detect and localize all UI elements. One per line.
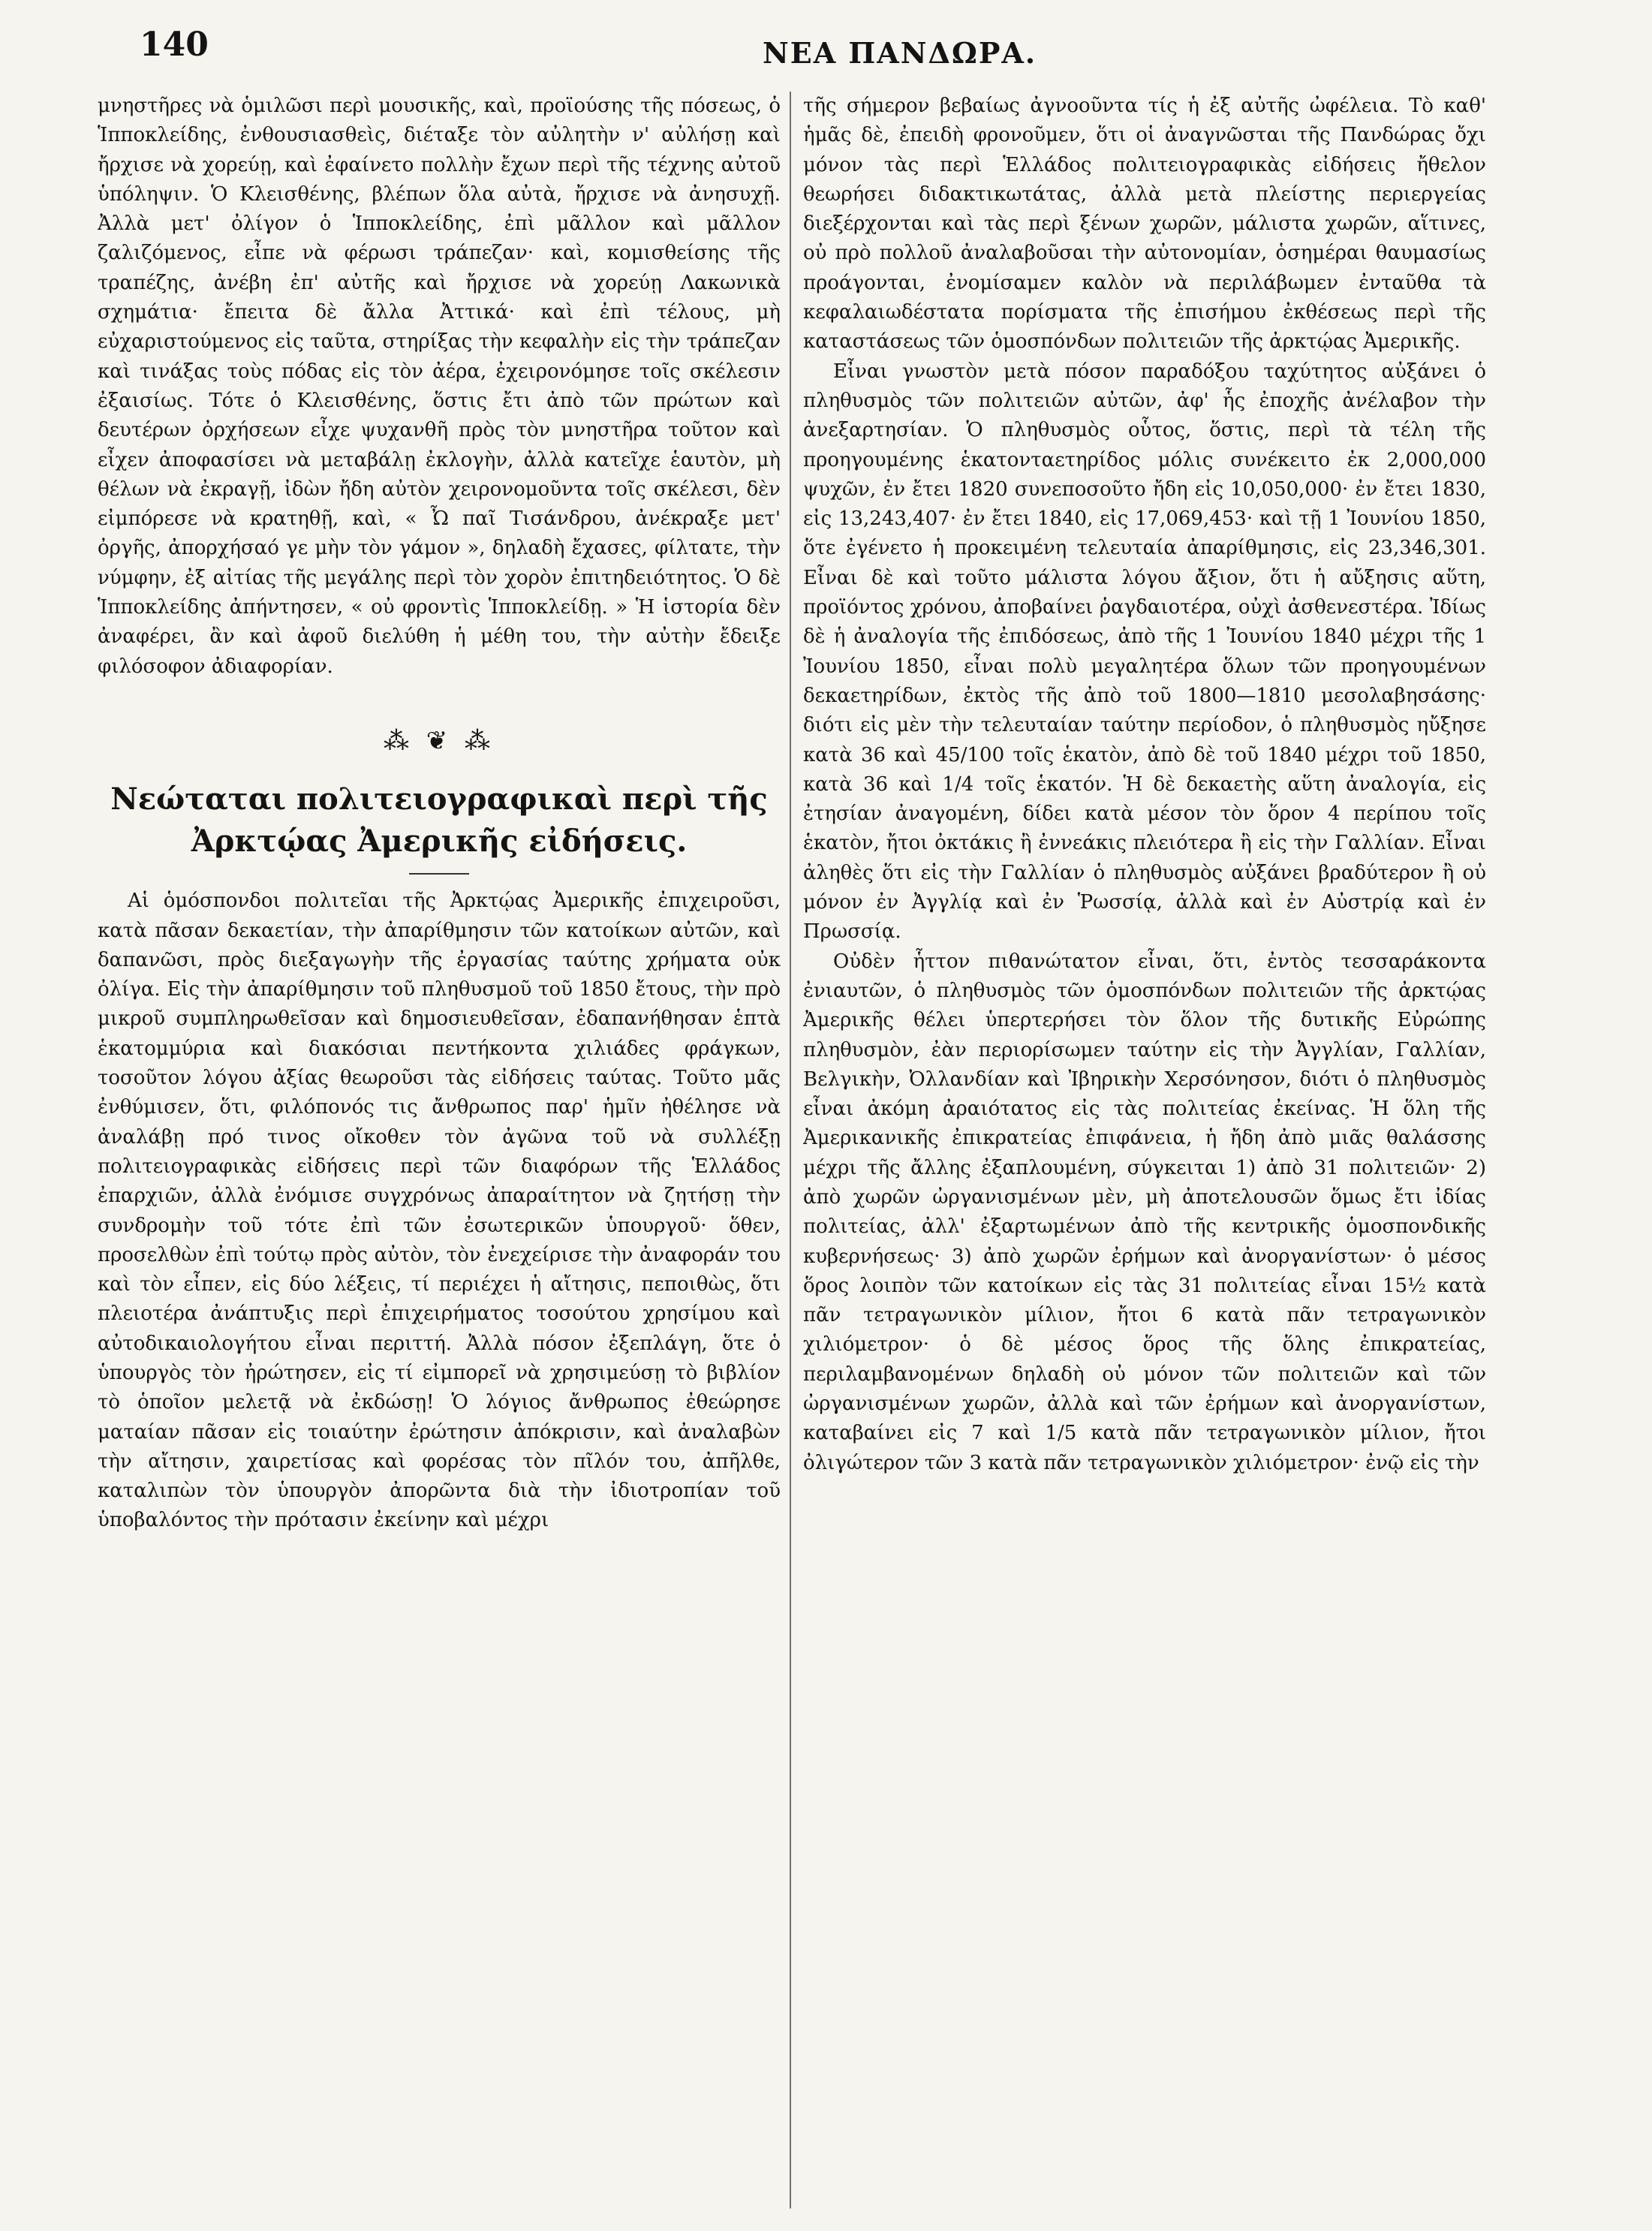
title-rule <box>409 873 469 875</box>
paragraph-territory: Οὐδὲν ἧττον πιθανώτατον εἶναι, ὅτι, ἐντὸς τεσσαράκοντα ἐνιαυτῶν, ὁ πληθυσμὸς τῶν ὁμοσπόνδων πολιτειῶν τῆς ἀρκτῴας Ἀμερικῆς θέλει ὑπερτερήσει τὸν ὅλον τῆς δυτικῆς Εὐρώπης πληθυσμὸν, ἐὰν περιορίσωμεν ταύτην εἰς τὴν Ἀγγλίαν, Γαλλίαν, Βελγικὴν, Ὀλλανδίαν καὶ Ἰβηρικὴν Χερσόνησον, διότι ὁ πληθυσμὸς εἶναι ἀκόμη ἀραιότατος εἰς τὰς πολιτείας ἐκείνας. Ἡ ὅλη τῆς Ἀμερικανικῆς ἐπικρατείας ἐπιφάνεια, ἡ ἤδη ἀπὸ μιᾶς θαλάσσης μέχρι τῆς ἄλλης ἐξαπλουμένη, σύγκειται 1) ἀπὸ 31 πολιτειῶν· 2) ἀπὸ χωρῶν ὠργανισμένων μὲν, μὴ ἀποτελουσῶν ὅμως ἔτι ἰδίας πολιτείας, ἀλλ' ἐξαρτωμένων ἀπὸ τῆς κεντρικῆς ὁμοσπονδικῆς κυβερνήσεως· 3) ἀπὸ χωρῶν ἐρήμων καὶ ἀνοργανίστων· ὁ μέσος ὅρος λοιπὸν τῶν κατοίκων εἰς τὰς 31 πολιτείας εἶναι 15½ κατὰ πᾶν τετραγωνικὸν μίλιον, ἤτοι 6 κατὰ πᾶν τετραγωνικὸν χιλιόμετρον· ὁ δὲ μέσος ὅρος τῆς ὅλης ἐπικρατείας, περιλαμβανομένων δηλαδὴ οὐ μόνον τῶν πολιτειῶν καὶ τῶν ὠργανισμένων χωρῶν, ἀλλὰ καὶ τῶν ἐρήμων καὶ ἀνοργανίστων, καταβαίνει εἰς 7 καὶ 1/5 κατὰ πᾶν τετραγωνικὸν μίλιον, ἤτοι ὀλιγώτερον τῶν 3 κατὰ πᾶν τετραγωνικὸν χιλιόμετρον· ἐνῷ εἰς τὴν <box>803 950 1486 1474</box>
left-column <box>98 92 781 2208</box>
right-column <box>803 92 1486 2208</box>
column-divider <box>790 92 791 2208</box>
paragraph-population-growth: Εἶναι γνωστὸν μετὰ πόσον παραδόξου ταχύτητος αὐξάνει ὁ πληθυσμὸς τῶν πολιτειῶν αὐτῶν, ἀφ' ἧς ἐποχῆς ἀνέλαβον τὴν ἀνεξαρτησίαν. Ὁ πληθυσμὸς οὗτος, ὅστις, περὶ τὰ τέλη τῆς προηγουμένης ἑκατονταετηρίδος μόλις συνέκειτο ἐκ 2,000,000 ψυχῶν, ἐν ἔτει 1820 συνεποσοῦτο ἤδη εἰς 10,050,000· ἐν ἔτει 1830, εἰς 13,243,407· ἐν ἔτει 1840, εἰς 17,069,453· καὶ τῇ 1 Ἰουνίου 1850, ὅτε ἐγένετο ἡ προκειμένη τελευταία ἀπαρίθμησις, εἰς 23,346,301. Εἶναι δὲ καὶ τοῦτο μάλιστα λόγου ἄξιον, ὅτι ἡ αὔξησις αὕτη, προϊόντος χρόνου, ἀποβαίνει ῥαγδαιοτέρα, οὐχὶ ἀσθενεστέρα. Ἰδίως δὲ ἡ ἀναλογία τῆς ἐπιδόσεως, ἀπὸ τῆς 1 Ἰουνίου 1840 μέχρι τῆς 1 Ἰουνίου 1850, εἶναι πολὺ μεγαλητέρα ὅλων τῶν προηγουμένων δεκαετηρίδων, ἐκτὸς τῆς ἀπὸ τοῦ 1800—1810 μεσολαβησάσης· διότι εἰς μὲν τὴν τελευταίαν ταύτην περίοδον, ὁ πληθυσμὸς ηὔξησε κατὰ 36 καὶ 45/100 τοῖς ἑκατὸν, ἀπὸ δὲ τοῦ 1840 μέχρι τοῦ 1850, κατὰ 36 καὶ 1/4 τοῖς ἑκατόν. Ἡ δὲ δεκαετὴς αὕτη ἀναλογία, εἰς ἐτησίαν ἀναγομένη, δίδει κατὰ μέσον τὸν ὅρον 4 περίπου τοῖς ἑκατὸν, ἤτοι ὀκτάκις ἢ ἐννεάκις πλειότερα ἢ εἰς τὴν Γαλλίαν. Εἶναι ἀληθὲς ὅτι εἰς τὴν Γαλλίαν ὁ πληθυσμὸς αὐξάνει βραδύτερον ἢ οὐ μόνον ἐν Ἀγγλίᾳ καὶ ἐν Ῥωσσίᾳ, ἀλλὰ καὶ ἐν Αὐστρίᾳ καὶ ἐν Πρωσσίᾳ. <box>803 360 1486 944</box>
paragraph-continuation: τῆς σήμερον βεβαίως ἀγνοοῦντα τίς ἡ ἐξ αὐτῆς ὠφέλεια. Τὸ καθ' ἡμᾶς δὲ, ἐπειδὴ φρονοῦμεν, ὅτι οἱ ἀναγνῶσται τῆς Πανδώρας ὄχι μόνον τὰς περὶ Ἑλλάδος πολιτειογραφικὰς εἰδήσεις ἤθελον θεωρήσει διδακτικωτάτας, ἀλλὰ μετὰ πλείστης περιεργείας διεξέρχονται καὶ τὰς περὶ ξένων χωρῶν, μάλιστα χωρῶν, αἵτινες, οὐ πρὸ πολλοῦ ἀναλαβοῦσαι τὴν αὐτονομίαν, ὁσημέραι θαυμασίως προάγονται, ἐνομίσαμεν καλὸν νὰ περιλάβωμεν ἐνταῦθα τὰ κεφαλαιωδέστατα πορίσματα τῆς ἐπισήμου ἐκθέσεως περὶ τῆς καταστάσεως τῶν ὁμοσπόνδων πολιτειῶν τῆς ἀρκτῴας Ἀμερικῆς. <box>803 95 1486 354</box>
paragraph-census-intro: Αἱ ὁμόσπονδοι πολιτεῖαι τῆς Ἀρκτῴας Ἀμερικῆς ἐπιχειροῦσι, κατὰ πᾶσαν δεκαετίαν, τὴν ἀπαρίθμησιν τῶν κατοίκων αὐτῶν, καὶ δαπανῶσι, πρὸς διεξαγωγὴν τῆς ἐργασίας ταύτης χρήματα οὐκ ὀλίγα. Εἰς τὴν ἀπαρίθμησιν τοῦ πληθυσμοῦ τοῦ 1850 ἔτους, τὴν πρὸ μικροῦ συμπληρωθεῖσαν καὶ δημοσιευθεῖσαν, ἐδαπανήθησαν ἑπτὰ ἑκατομμύρια καὶ διακόσιαι πεντήκοντα χιλιάδες φράγκων, τοσοῦτον λόγου ἀξίας θεωροῦσι τὰς εἰδήσεις ταύτας. Τοῦτο μᾶς ἐνθύμισεν, ὅτι, φιλόπονός τις ἄνθρωπος παρ' ἡμῖν ἠθέλησε νὰ ἀναλάβῃ πρό τινος οἴκοθεν τὸν ἀγῶνα τοῦ νὰ συλλέξῃ πολιτειογραφικὰς εἰδήσεις περὶ τῶν διαφόρων τῆς Ἑλλάδος ἐπαρχιῶν, ἀλλὰ ἐνόμισε συγχρόνως ἀπαραίτητον νὰ ζητήσῃ τὴν συνδρομὴν τοῦ τότε ἐπὶ τῶν ἐσωτερικῶν ὑπουργοῦ· ὅθεν, προσελθὼν ἐπὶ τούτῳ πρὸς αὐτὸν, τὸν ἐνεχείρισε τὴν ἀναφοράν του καὶ τὸν εἶπεν, εἰς δύο λέξεις, τί περιέχει ἡ αἴτησις, πεποιθὼς, ὅτι πλειοτέρα ἀνάπτυξις περὶ ἐπιχειρήματος τοσούτου χρησίμου καὶ αὐτοδικαιολογήτου εἶναι περιττή. Ἀλλὰ πόσον ἐξεπλάγη, ὅτε ὁ ὑπουργὸς τὸν ἠρώτησεν, εἰς τί εἰμπορεῖ νὰ χρησιμεύσῃ τὸ βιβλίον τὸ ὁποῖον μελετᾷ νὰ ἐκδώσῃ! Ὁ λόγιος ἄνθρωπος ἐθεώρησε ματαίαν πᾶσαν εἰς τοιαύτην ἐρώτησιν ἀπόκρισιν, καὶ ἀναλαβὼν τὴν αἴτησιν, χαιρετίσας καὶ φορέσας τὸν πῖλόν του, ἀπῆλθε, καταλιπὼν τὸν ὑπουργὸν ἀπορῶντα διὰ τὴν ἰδιοτροπίαν τοῦ ὑποβαλόντος τὴν πρότασιν ἐκείνην καὶ μέχρι <box>98 890 781 1532</box>
page-number: 140 <box>140 26 209 64</box>
page-header <box>102 21 1551 74</box>
article-title: Νεώταται πολιτειογραφικαὶ περὶ τῆς Ἀρκτῴας Ἀμερικῆς εἰδήσεις. <box>110 781 768 860</box>
paragraph-hippokleides: μνηστῆρες νὰ ὁμιλῶσι περὶ μουσικῆς, καὶ, προϊούσης τῆς πόσεως, ὁ Ἱπποκλείδης, ἐνθουσιασθεὶς, διέταξε τὸν αὐλητὴν ν' αὐλήσῃ καὶ ἤρχισε νὰ χορεύῃ, καὶ ἐφαίνετο πολλὴν ἔχων περὶ τῆς τέχνης αὐτοῦ ὑπόληψιν. Ὁ Κλεισθένης, βλέπων ὅλα αὐτὰ, ἤρχισε νὰ ἀνησυχῇ. Ἀλλὰ μετ' ὀλίγον ὁ Ἱπποκλείδης, ἐπὶ μᾶλλον καὶ μᾶλλον ζαλιζόμενος, εἶπε νὰ φέρωσι τράπεζαν· καὶ, κομισθείσης τῆς τραπέζης, ἀνέβη ἐπ' αὐτῆς καὶ ἤρχισε νὰ χορεύῃ Λακωνικὰ σχημάτια· ἔπειτα δὲ ἄλλα Ἀττικά· καὶ ἐπὶ τέλους, μὴ εὐχαριστούμενος εἰς ταῦτα, στηρίξας τὴν κεφαλὴν εἰς τὴν τράπεζαν καὶ τινάξας τοὺς πόδας εἰς τὸν ἀέρα, ἐχειρονόμησε τοῖς σκέλεσιν ἐξαισίως. Τότε ὁ Κλεισθένης, ὅστις ἔτι ἀπὸ τῶν πρώτων καὶ δευτέρων ὀρχήσεων εἶχε ψυχανθῆ πρὸς τὸν μνηστῆρα τοῦτον καὶ εἶχεν ἀποφασίσει νὰ μεταβάλῃ ἐκλογὴν, ἀλλὰ κατεῖχε ἑαυτὸν, μὴ θέλων νὰ ἐκραγῇ, ἰδὼν ἤδη αὐτὸν χειρονομοῦντα τοῖς σκέλεσι, δὲν εἰμπόρεσε νὰ κρατηθῇ, καὶ, « Ὦ παῖ Τισάνδρου, ἀνέκραξε μετ' ὀργῆς, ἀπορχήσαό γε μὴν τὸν γάμον », δηλαδὴ ἔχασες, φίλτατε, τὴν νύμφην, ἐξ αἰτίας τῆς μεγάλης περὶ τὸν χορὸν ἐπιτηδειότητος. Ὁ δὲ Ἱπποκλείδης ἀπήντησεν, « οὐ φροντὶς Ἱπποκλείδῃ. » Ἡ ἱστορία δὲν ἀναφέρει, ἂν καὶ ἀφοῦ διελύθη ἡ μέθη του, τὴν αὐτὴν ἔδειξε φιλόσοφον ἀδιαφορίαν. <box>98 95 781 678</box>
section-ornament: ⁂ ❦ ⁂ <box>383 725 495 756</box>
running-title: ΝΕΑ ΠΑΝΔΩΡΑ. <box>763 36 1037 70</box>
